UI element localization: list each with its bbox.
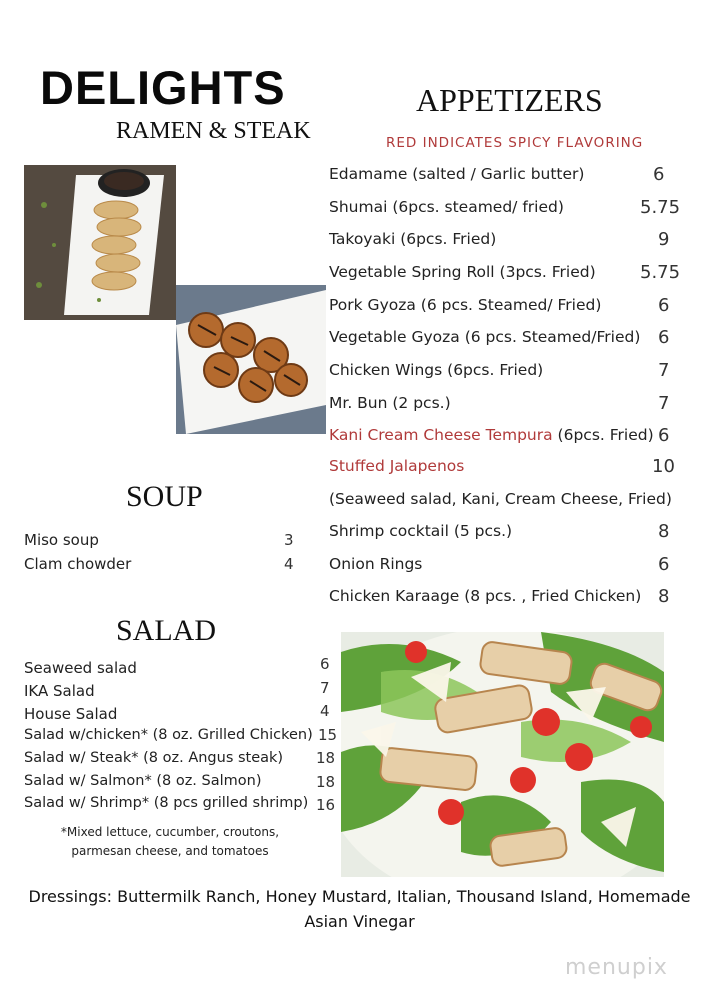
appetizer-price: 6 <box>658 327 670 348</box>
appetizer-price: 6 <box>658 295 670 316</box>
soup-price: 4 <box>284 555 294 573</box>
appetizer-item: Vegetable Spring Roll (3pcs. Fried) <box>329 263 596 281</box>
soup-title: SOUP <box>126 480 203 513</box>
salad-item: Salad w/ Salmon* (8 oz. Salmon) <box>24 773 262 789</box>
restaurant-tagline: RAMEN & STEAK <box>116 118 311 144</box>
salad-title: SALAD <box>116 614 217 647</box>
salad-price: 18 <box>316 773 336 791</box>
spicy-item-name: Stuffed Jalapenos <box>329 457 465 475</box>
appetizer-price: 8 <box>658 586 670 607</box>
salad-item: Salad w/ Steak* (8 oz. Angus steak) <box>24 750 284 766</box>
salad-price: 18 <box>316 749 336 767</box>
appetizer-item: Edamame (salted / Garlic butter) <box>329 165 585 183</box>
appetizer-price: 6 <box>658 554 670 575</box>
appetizer-price: 9 <box>658 229 670 250</box>
salad-item: IKA Salad <box>24 682 95 700</box>
appetizer-item <box>329 457 464 475</box>
salad-footnote: *Mixed lettuce, cucumber, croutons, parmesan cheese, and tomatoes <box>60 825 280 858</box>
soup-price: 3 <box>284 531 294 549</box>
salad-price: 7 <box>320 679 330 697</box>
appetizer-price: 7 <box>658 393 670 414</box>
spicy-legend-note: RED INDICATES SPICY FLAVORING <box>386 135 644 151</box>
appetizer-price: 8 <box>658 521 670 542</box>
appetizer-item: Takoyaki (6pcs. Fried) <box>329 230 497 248</box>
appetizers-title: APPETIZERS <box>416 82 603 118</box>
restaurant-logo: DELIGHTS <box>40 61 286 114</box>
menupix-watermark: menupix <box>565 955 668 980</box>
appetizer-price: 5.75 <box>640 197 681 218</box>
appetizer-item: Kani Cream Cheese Tempura (6pcs. Fried) <box>329 426 654 444</box>
appetizer-price: 10 <box>652 456 675 477</box>
appetizer-item: Chicken Karaage (8 pcs. , Fried Chicken) <box>329 587 642 605</box>
salad-item: Seaweed salad <box>24 659 137 677</box>
salad-price: 6 <box>320 655 330 673</box>
appetizer-item: Shrimp cocktail (5 pcs.) <box>329 522 513 540</box>
salad-item: Salad w/ Shrimp* (8 pcs grilled shrimp) <box>24 795 309 811</box>
salad-price: 15 <box>318 726 338 744</box>
appetizer-item: Shumai (6pcs. steamed/ fried) <box>329 198 564 216</box>
salad-price: 4 <box>320 702 330 720</box>
soup-item: Miso soup <box>24 531 99 549</box>
appetizer-item: Pork Gyoza (6 pcs. Steamed/ Fried) <box>329 296 602 314</box>
dressings-note: Dressings: Buttermilk Ranch, Honey Mustard, Italian, Thousand Island, Homemade Asian Vinegar <box>28 887 691 931</box>
salad-price: 16 <box>316 796 336 814</box>
appetizer-item: Vegetable Gyoza (6 pcs. Steamed/Fried) <box>329 328 641 346</box>
takoyaki-photo <box>176 285 326 434</box>
appetizer-price: 6 <box>653 164 665 185</box>
appetizer-price: 6 <box>658 425 670 446</box>
appetizer-item: Chicken Wings (6pcs. Fried) <box>329 361 544 379</box>
caesar-salad-photo <box>341 632 664 877</box>
soup-item: Clam chowder <box>24 555 132 573</box>
spicy-item-name: Kani Cream Cheese Tempura <box>329 426 553 444</box>
salad-item: House Salad <box>24 705 118 723</box>
appetizer-item: Mr. Bun (2 pcs.) <box>329 394 451 412</box>
appetizer-price: 7 <box>658 360 670 381</box>
appetizer-price: 5.75 <box>640 262 681 283</box>
appetizer-item: Onion Rings <box>329 555 423 573</box>
gyoza-photo <box>24 165 176 320</box>
appetizer-item-description: (Seaweed salad, Kani, Cream Cheese, Fried) <box>329 490 672 508</box>
salad-item: Salad w/chicken* (8 oz. Grilled Chicken) <box>24 727 313 743</box>
